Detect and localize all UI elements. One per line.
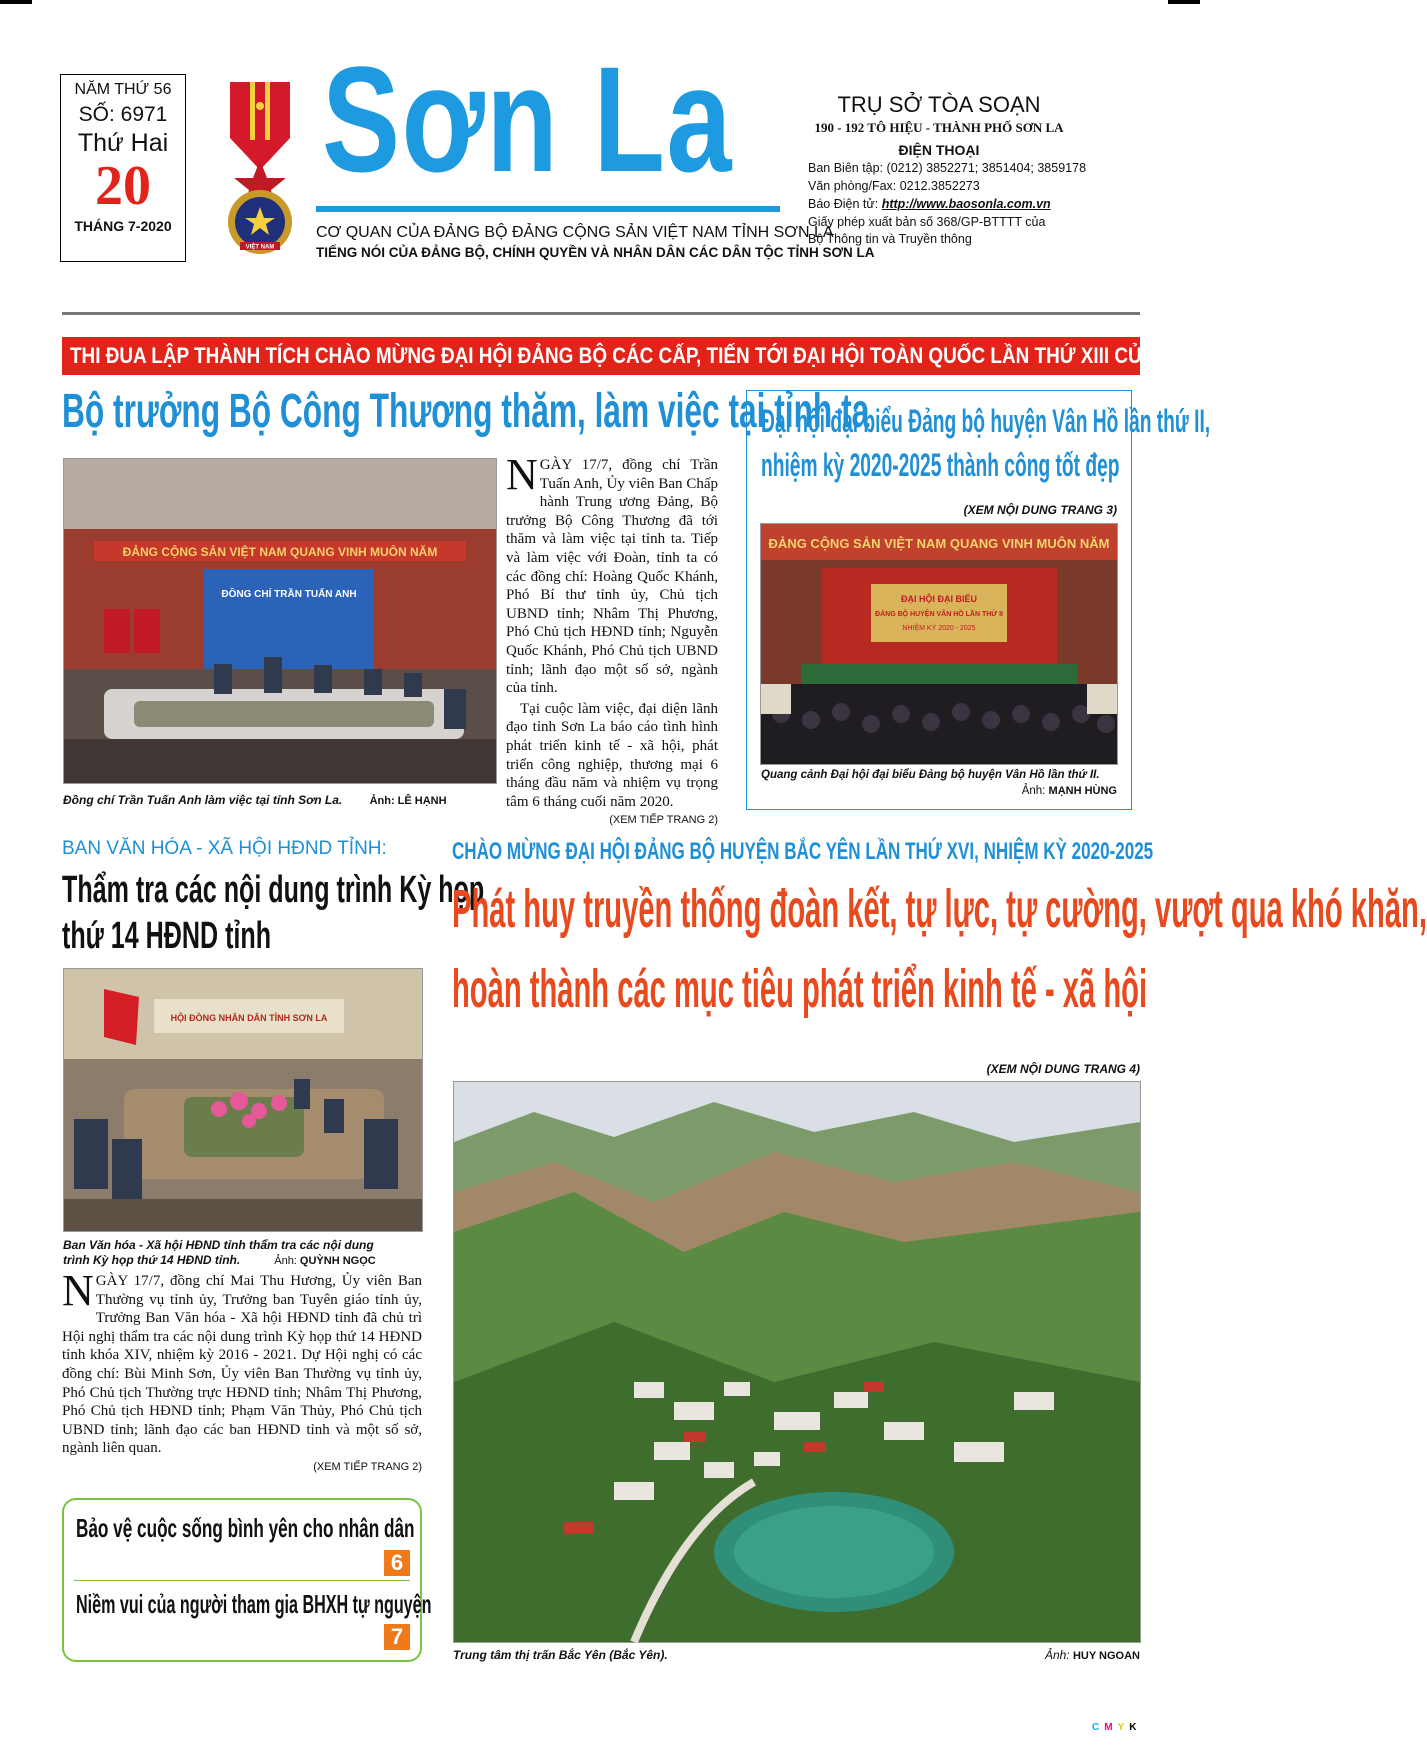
lead-body	[506, 450, 718, 830]
bac-yen-caption: Trung tâm thị trấn Bắc Yên (Bắc Yên).	[453, 1648, 668, 1662]
van-ho-headline-1: Đại hội đại biểu Đảng bộ huyện Vân Hồ lần thứ II,	[761, 403, 1211, 439]
bac-yen-headline-1: Phát huy truyền thống đoàn kết, tự lực, tự cường, vượt qua khó khăn,	[452, 879, 1427, 939]
issue-box	[60, 74, 186, 262]
index-item-2-title[interactable]: Niềm vui của người tham gia BHXH tự nguyện	[76, 1589, 432, 1619]
lead-continued[interactable]: (XEM TIẾP TRANG 2)	[609, 814, 718, 827]
newspaper-title: Sơn La	[322, 35, 734, 203]
lead-dropcap: N	[506, 450, 538, 499]
van-ho-stage-line-2: ĐẢNG BỘ HUYỆN VÂN HỒ LẦN THỨ II	[875, 611, 1003, 618]
index-item-2-page[interactable]: 7	[384, 1624, 410, 1650]
issue-number: SỐ: 6971	[78, 103, 168, 126]
agency-line: CƠ QUAN CỦA ĐẢNG BỘ ĐẢNG CỘNG SẢN VIỆT NAM TỈNH SƠN LA	[316, 224, 834, 241]
van-ho-stage-line-1: ĐẠI HỘI ĐẠI BIỂU	[900, 594, 978, 604]
hdnd-caption-line-2: trình Kỳ họp thứ 14 HĐND tỉnh.	[63, 1253, 241, 1267]
hdnd-continued[interactable]: (XEM TIẾP TRANG 2)	[313, 1460, 422, 1473]
van-ho-box	[746, 390, 1211, 810]
title-underline	[316, 206, 780, 212]
office-address: 190 - 192 TÔ HIỆU - THÀNH PHỐ SƠN LA	[814, 120, 1064, 135]
hdnd-body-text: GÀY 17/7, đồng chí Mai Thu Hương, Ủy viên Ban Thường vụ tỉnh ủy, Trưởng ban Tuyên giáo tỉnh ủy, Trưởng Ban Văn hóa - Xã hội HĐND tỉnh đã chủ trì Hội nghị thẩm tra các nội dung trình Kỳ họp thứ 14 HĐND tỉnh khóa XIV, nhiệm kỳ 2016 - 2021. Dự Hội nghị có các đồng chí: Bùi Minh Sơn, Ủy viên Ban Thường vụ tỉnh ủy, Phó Chủ tịch Thường trực HĐND tỉnh; Nhâm Thị Phương, Phó Chủ tịch HĐND tỉnh; Phạm Văn Thủy, Phó Chủ tịch UBND tỉnh; lãnh đạo các ban HĐND tỉnh và một số sở, ngành liên quan.	[62, 1273, 422, 1457]
bac-yen-credit-row	[1045, 1648, 1140, 1662]
bac-yen-headline-2: hoàn thành các mục tiêu phát triển kinh tế - xã hội	[452, 959, 1148, 1019]
index-box	[62, 1498, 432, 1662]
van-ho-stage-line-3: NHIỆM KỲ 2020 - 2025	[902, 625, 976, 632]
hdnd-body	[62, 1266, 422, 1477]
cmyk-marks	[1092, 1722, 1141, 1733]
weekday: Thứ Hai	[77, 129, 169, 157]
website-label: Báo Điện tử:	[808, 197, 882, 211]
van-ho-see-page[interactable]: (XEM NỘI DUNG TRANG 3)	[963, 503, 1117, 517]
month-year: THÁNG 7-2020	[74, 218, 172, 234]
hdnd-credit: QUỲNH NGỌC	[299, 1255, 376, 1267]
website-link[interactable]: http://www.baosonla.com.vn	[881, 197, 1051, 211]
bac-yen-credit: HUY NGOAN	[1072, 1650, 1140, 1662]
masthead-rule	[62, 312, 1140, 315]
lead-para-2: Tại cuộc làm việc, đại diện lãnh đạo tỉnh Sơn La báo cáo tình hình phát triển kinh tế - xã hội, phát triển công nghiệp, thương mại 6 tháng đầu năm và nhiệm vụ trọng tâm 6 tháng cuối năm 2020.	[506, 700, 718, 810]
hdnd-caption	[63, 1238, 423, 1269]
lead-caption-text: Đồng chí Trần Tuấn Anh làm việc tại tỉnh Sơn La.	[63, 793, 343, 807]
phone-heading: ĐIỆN THOẠI	[898, 142, 980, 158]
editorial-phone: Ban Biên tập: (0212) 3852271; 3851404; 3859178	[808, 161, 1087, 175]
hdnd-headline-2: thứ 14 HĐND tỉnh	[62, 915, 272, 957]
van-ho-credit: MẠNH HÙNG	[1048, 785, 1117, 797]
van-ho-wall-text: ĐẢNG CỘNG SẢN VIỆT NAM QUANG VINH MUÔN NĂM	[768, 536, 1110, 551]
van-ho-caption: Quang cảnh Đại hội đại biểu Đảng bộ huyện Vân Hồ lần thứ II.	[761, 769, 1100, 781]
van-ho-headline-2: nhiệm kỳ 2020-2025 thành công tốt đẹp	[761, 447, 1120, 483]
hdnd-headline-1: Thẩm tra các nội dung trình Kỳ họp	[62, 869, 485, 911]
cmyk-c: C	[1092, 1722, 1105, 1733]
index-divider	[74, 1580, 410, 1581]
index-item-1-title[interactable]: Bảo vệ cuộc sống bình yên cho nhân dân	[76, 1513, 415, 1543]
lead-photo-screen-title: ĐỒNG CHÍ TRẦN TUẤN ANH	[221, 589, 357, 600]
lead-photo	[63, 458, 497, 784]
lead-credit: LÊ HẠNH	[397, 795, 447, 807]
medal-ribbon-text: VIỆT NAM	[245, 244, 275, 251]
bac-yen-photo	[453, 1081, 1141, 1643]
office-info	[808, 92, 1087, 246]
year-label: NĂM THỨ 56	[74, 81, 172, 98]
hdnd-caption-row-2	[63, 1253, 423, 1269]
cmyk-k: K	[1129, 1722, 1142, 1733]
crop-mark	[1168, 0, 1200, 4]
cmyk-y: Y	[1117, 1722, 1130, 1733]
day-number: 20	[95, 155, 151, 217]
index-item-1-page[interactable]: 6	[384, 1550, 410, 1576]
lead-credit-label: Ảnh:	[369, 795, 398, 807]
hdnd-kicker: BAN VĂN HÓA - XÃ HỘI HĐND TỈNH:	[62, 838, 387, 859]
hdnd-caption-line-1: Ban Văn hóa - Xã hội HĐND tỉnh thẩm tra các nội dung	[63, 1238, 374, 1252]
lead-headline: Bộ trưởng Bộ Công Thương thăm, làm việc tại tỉnh ta	[62, 385, 870, 438]
lead-photo-wall-text: ĐẢNG CỘNG SẢN VIỆT NAM QUANG VINH MUÔN NĂM	[122, 545, 438, 559]
bac-yen-see-page[interactable]: (XEM NỘI DUNG TRANG 4)	[986, 1062, 1140, 1076]
emulation-banner	[62, 337, 1216, 375]
hdnd-dropcap: N	[62, 1266, 94, 1315]
van-ho-credit-label: Ảnh:	[1021, 785, 1049, 797]
lead-para-1: GÀY 17/7, đồng chí Trần Tuấn Anh, Ủy viên Ban Chấp hành Trung ương Đảng, Bộ trưởng Bộ Công Thương đã tới thăm và làm việc tại tỉnh ta. Tiếp và làm việc với Đoàn, tỉnh ta có các đồng chí: Hoàng Quốc Khánh, Phó Bí thư tỉnh ủy, Chủ tịch UBND tỉnh; Nhâm Thị Phương, Phó Chủ tịch HĐND tỉnh; Nguyễn Quốc Khánh, Phó Chủ tịch UBND tỉnh; lãnh đạo một số sở, ngành của tỉnh.	[506, 457, 718, 697]
emulation-banner-text: THI ĐUA LẬP THÀNH TÍCH CHÀO MỪNG ĐẠI HỘI ĐẢNG BỘ CÁC CẤP, TIẾN TỚI ĐẠI HỘI TOÀN QUỐC LẦN THỨ XIII CỦA ĐẢNG	[70, 343, 1216, 368]
license-line-1: Giấy phép xuất bản số 368/GP-BTTTT của	[808, 215, 1046, 229]
hdnd-credit-label: Ảnh:	[274, 1255, 300, 1267]
crop-mark	[0, 0, 32, 4]
medal-emblem	[222, 82, 298, 262]
voice-line: TIẾNG NÓI CỦA ĐẢNG BỘ, CHÍNH QUYỀN VÀ NHÂN DÂN CÁC DÂN TỘC TỈNH SƠN LA	[316, 245, 875, 260]
van-ho-credit-row	[1022, 785, 1117, 797]
website-row	[808, 197, 1070, 211]
office-fax: Văn phòng/Fax: 0212.3852273	[808, 179, 980, 193]
bac-yen-credit-label: Ảnh:	[1044, 1648, 1073, 1662]
hdnd-photo	[63, 968, 423, 1232]
hdnd-photo-wall-text: HỘI ĐỒNG NHÂN DÂN TỈNH SƠN LA	[170, 1013, 328, 1023]
bac-yen-kicker: CHÀO MỪNG ĐẠI HỘI ĐẢNG BỘ HUYỆN BẮC YÊN LẦN THỨ XVI, NHIỆM KỲ 2020-2025	[452, 838, 1154, 865]
cmyk-m: M	[1104, 1722, 1118, 1733]
van-ho-photo	[760, 523, 1118, 765]
office-heading: TRỤ SỞ TÒA SOẠN	[837, 92, 1041, 117]
lead-photo-caption	[63, 793, 495, 807]
license-line-2: Bộ Thông tin và Truyền thông	[808, 232, 972, 246]
